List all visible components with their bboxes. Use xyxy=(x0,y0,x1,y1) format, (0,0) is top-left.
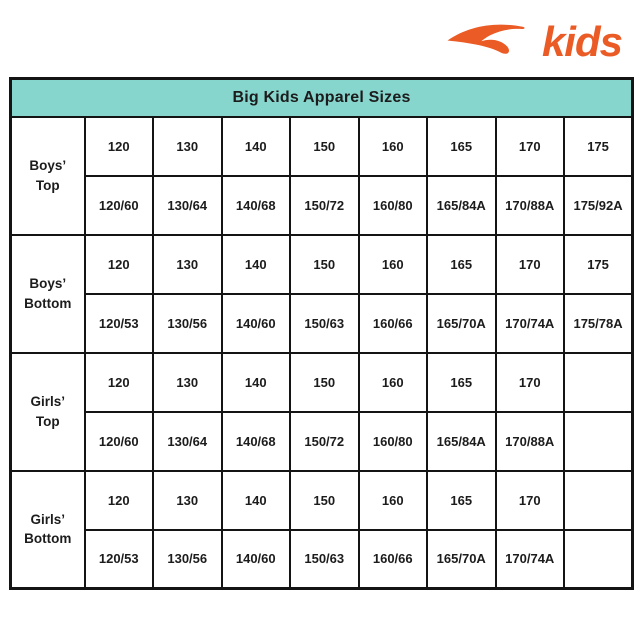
row-label-boys-top xyxy=(11,117,85,235)
detailed-size-cell: 170/88A xyxy=(496,176,565,235)
detailed-size-cell xyxy=(564,530,633,589)
detailed-size-cell: 130/56 xyxy=(153,530,222,589)
size-cell: 160 xyxy=(359,235,428,294)
size-cell: 130 xyxy=(153,471,222,530)
size-cell: 150 xyxy=(290,353,359,412)
detailed-size-cell: 170/74A xyxy=(496,530,565,589)
row-label-line1: Boys’ xyxy=(29,157,67,173)
size-cell: 165 xyxy=(427,235,496,294)
size-cell: 160 xyxy=(359,353,428,412)
row-label-line1: Girls’ xyxy=(30,511,65,527)
size-cell xyxy=(564,471,633,530)
row-label-line1: Girls’ xyxy=(30,393,65,409)
size-chart xyxy=(9,77,634,590)
size-cell: 165 xyxy=(427,353,496,412)
size-chart-table xyxy=(9,77,634,590)
row-label-girls-bottom xyxy=(11,471,85,589)
size-cell: 170 xyxy=(496,117,565,176)
detailed-size-cell: 165/84A xyxy=(427,412,496,471)
table-row xyxy=(11,471,633,530)
row-label-line1: Boys’ xyxy=(29,275,67,291)
size-cell: 140 xyxy=(222,471,291,530)
size-cell: 175 xyxy=(564,235,633,294)
row-label-boys-bottom xyxy=(11,235,85,353)
detailed-size-cell: 160/66 xyxy=(359,530,428,589)
size-cell: 170 xyxy=(496,235,565,294)
detailed-size-cell: 140/68 xyxy=(222,412,291,471)
detailed-size-cell: 130/64 xyxy=(153,176,222,235)
detailed-size-cell: 160/80 xyxy=(359,176,428,235)
detailed-size-cell: 160/80 xyxy=(359,412,428,471)
size-cell: 130 xyxy=(153,235,222,294)
brand-text: kids xyxy=(541,18,622,65)
size-cell: 170 xyxy=(496,471,565,530)
size-cell: 170 xyxy=(496,353,565,412)
detailed-size-cell: 130/56 xyxy=(153,294,222,353)
table-row xyxy=(11,176,633,235)
size-cell: 140 xyxy=(222,235,291,294)
size-cell: 140 xyxy=(222,353,291,412)
detailed-size-cell: 170/88A xyxy=(496,412,565,471)
detailed-size-cell: 170/74A xyxy=(496,294,565,353)
detailed-size-cell: 150/63 xyxy=(290,530,359,589)
anta-kids-logo xyxy=(446,16,628,68)
row-label-line2: Bottom xyxy=(24,531,72,547)
anta-swoosh-icon xyxy=(446,16,538,62)
row-label-line2: Bottom xyxy=(24,295,72,311)
size-cell: 160 xyxy=(359,471,428,530)
table-row xyxy=(11,530,633,589)
detailed-size-cell: 165/70A xyxy=(427,530,496,589)
table-header-row xyxy=(11,79,633,117)
table-row xyxy=(11,294,633,353)
table-title: Big Kids Apparel Sizes xyxy=(11,79,633,117)
size-cell: 160 xyxy=(359,117,428,176)
detailed-size-cell: 140/68 xyxy=(222,176,291,235)
detailed-size-cell: 120/60 xyxy=(85,176,154,235)
table-row xyxy=(11,117,633,176)
size-cell: 150 xyxy=(290,235,359,294)
detailed-size-cell: 140/60 xyxy=(222,294,291,353)
detailed-size-cell: 120/53 xyxy=(85,294,154,353)
detailed-size-cell: 150/72 xyxy=(290,176,359,235)
size-cell: 165 xyxy=(427,471,496,530)
size-cell: 175 xyxy=(564,117,633,176)
size-cell: 150 xyxy=(290,117,359,176)
table-row xyxy=(11,235,633,294)
size-cell: 120 xyxy=(85,471,154,530)
size-cell: 120 xyxy=(85,117,154,176)
size-cell: 130 xyxy=(153,353,222,412)
detailed-size-cell: 120/60 xyxy=(85,412,154,471)
table-row xyxy=(11,353,633,412)
detailed-size-cell: 175/92A xyxy=(564,176,633,235)
size-cell: 150 xyxy=(290,471,359,530)
detailed-size-cell xyxy=(564,412,633,471)
size-cell: 130 xyxy=(153,117,222,176)
size-cell: 120 xyxy=(85,235,154,294)
detailed-size-cell: 165/70A xyxy=(427,294,496,353)
row-label-line2: Top xyxy=(35,177,60,193)
detailed-size-cell: 150/72 xyxy=(290,412,359,471)
row-label-girls-top xyxy=(11,353,85,471)
size-cell: 120 xyxy=(85,353,154,412)
detailed-size-cell: 120/53 xyxy=(85,530,154,589)
size-cell xyxy=(564,353,633,412)
detailed-size-cell: 160/66 xyxy=(359,294,428,353)
detailed-size-cell: 140/60 xyxy=(222,530,291,589)
detailed-size-cell: 130/64 xyxy=(153,412,222,471)
size-cell: 140 xyxy=(222,117,291,176)
detailed-size-cell: 175/78A xyxy=(564,294,633,353)
table-row xyxy=(11,412,633,471)
size-cell: 165 xyxy=(427,117,496,176)
row-label-line2: Top xyxy=(35,413,60,429)
detailed-size-cell: 150/63 xyxy=(290,294,359,353)
detailed-size-cell: 165/84A xyxy=(427,176,496,235)
